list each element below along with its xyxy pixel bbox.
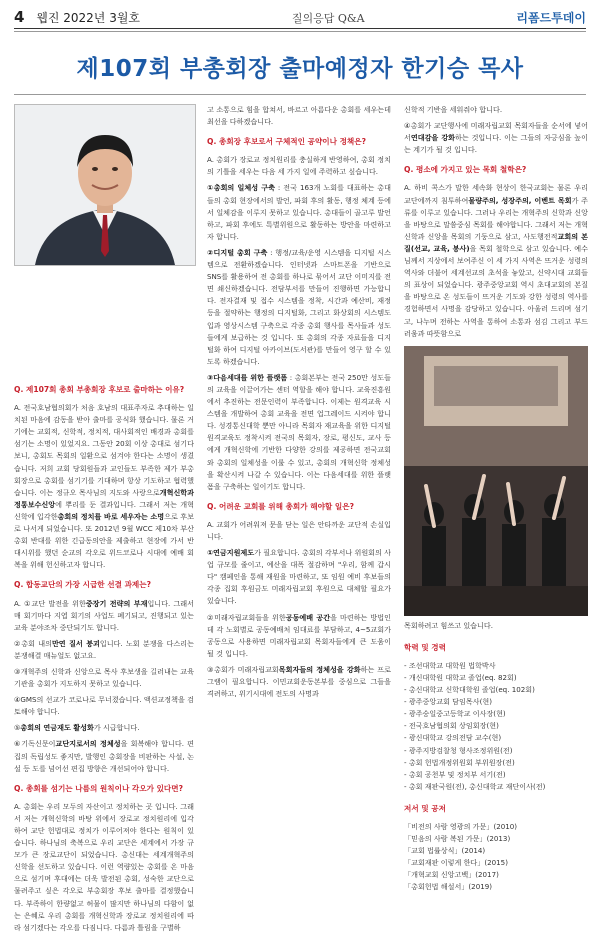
worship-photo	[404, 346, 588, 616]
career-heading: 학력 및 경력	[404, 642, 446, 652]
answer-3: A. 총회는 우리 모두의 자산이고 정치하는 곳 입니다. 그래서 저는 개혁신학의 바탕 위에서 장로교 정치원리에 입각하여 교단 헌법대로 정치가 이루어져야 한다는 원칙이 있습니다. 하나님의 축복으로 우리 교단은 세계에서 가장 규모가 큰 장로교단이 되었습니다. 총신대는 세계개혁주의 신학을 선도하고 있습니다. 이런 역량있는 총회를 온 마음으로 섬기며 후대에는 더욱 발전된 총회, 성숙한 교단으로 물려주고 싶은 각오로 부총회장 후보 출마를 결정했습니다. 부족하이 한량없고 허물이 많지만 하나님의 다함이 없는 은혜로 우리 총회를 개혁신학과 장로교 정치원리에 따라 섬기겠다는 각오를 다짐니다. 다름과 틀림을 구별하	[14, 801, 194, 932]
header-rule-thin	[14, 31, 586, 32]
header-left	[14, 8, 140, 26]
career-item: - 광신대학교 강의전담 교수(현)	[404, 733, 502, 743]
career-item: - 전국호남협의회 상임회장(현)	[404, 721, 499, 731]
answer-2-item-4: ④GMS의 선교가 코로나로 무너졌습니다. 액션교정책을 검토해야 합니다.	[14, 695, 194, 717]
career-item: - 조선대학교 대학원 법학박사	[404, 660, 496, 670]
answer-6: A. 하비 콕스가 말한 세속화 현상이 한국교회는 물론 우리 교단에까지 침투하여물량주의, 성장주의, 이벤트 목회가 주류를 이루고 있습니다. 그러나 우리는 개혁주의 신학과 신앙을 바탕으로 말씀중심 목회를 해야합니다. 그래서 저는 개혁신학과 신앙을 목회의 기둥으로 삼고, 사도행전적교회의 본질(선교, 교육, 봉사)을 목회 철학으로 삼고 있습니다. 예수님께서 지상에서 보여주신 이 세 가지 사역은 뜨거운 성령의 역사와 더불어 세계선교의 초석을 놓았고, 신약시대 교회들의 표상이 되었습니다. 광주중앙교회 역시 초대교회의 본질을 바탕으로 온 성도들이 뜨거운 기도와 강한 성령의 역사를 경험하면서 사명을 감당하고 있습니다. 아울러 드리며 섬기고, 나누며 전하는 사역을 통하여 소통과 섬김 그리고 부드러움과 따뜻함으로	[404, 183, 588, 338]
book-item: 「총회헌법 해설서」(2019)	[404, 882, 492, 892]
books-heading: 저서 및 공저	[404, 803, 446, 813]
question-2: Q. 합동교단의 가장 시급한 선결 과제는?	[14, 580, 151, 590]
books-list	[404, 821, 588, 894]
question-3: Q. 총회를 섬기는 나름의 원칙이나 각오가 있다면?	[14, 783, 183, 793]
answer-1: A. 전국호남협의회가 처음 호남의 대표주자로 추대하는 일치된 마음에 감동을 받아 출마를 공식화 했습니다. 물론 거기에는 교회적, 신학적, 정치적, 대사회적인 배경과 총회를 섬기는 소명이 있었지요. 그동안 20회 이상 총대로 섬기다보니, 총회도 목회의 일환으로 섬겨야 한다는 소명이 생겼습니다. 저희 교회 당회원들과 교인들도 부족한 제가 부총회장으로 총회를 섬기기를 기대하며 항상 기도하고 협력했습니다. 이는 정규오 목사님의 지도와 사랑으로개혁신학과 정통보수신앙에 뿌리를 둔 결과입니다. 그래서 저는 개혁신학에 입각한총회의 정치를 바로 세우자는 소명으로 후보로 나서게 되었습니다. 또 2012년 9월 WCC 제10차 부산총회 반대를 위한 긴급동의안을 제출하고 현장에 가서 반대시위를 했던 순교의 각오로 위드코로나 시대에 예배 회복을 위해 헌신하고자 합니다.	[14, 403, 194, 570]
column-3	[404, 104, 588, 894]
portrait-photo	[14, 104, 196, 266]
support-4: ④총회가 교단행사에 미래자립교회 목회자들을 순서에 넣어서연대감을 강화하는 것입니다. 이는 그들의 자긍심을 높이는 계기가 될 것 입니다.	[404, 121, 588, 155]
answer-2-item-5: ⑤총회의 연금재도 활성화가 시급합니다.	[14, 723, 140, 733]
career-item: - 개신대학원 대학교 졸업(eq. 82회)	[404, 672, 517, 682]
book-item: 「믿음의 사람 복된 가문」(2013)	[404, 834, 511, 844]
page-header	[14, 6, 586, 26]
career-item: - 광주중앙교회 담임목사(현)	[404, 697, 492, 707]
column-1	[14, 104, 194, 938]
answer-3-continued: 고 소통으로 힘을 합쳐서, 바르고 아름다운 총회를 세우는데 최선을 다하겠습니다.	[207, 105, 391, 127]
answer-6-continued: 목회하려고 힘쓰고 있습니다.	[404, 620, 493, 630]
answer-2-item-1: A. ①교단 발전을 위한중장기 전략의 부재입니다. 그래서 매 회기마다 지엽 회기의 사업도 폐기되고, 진행되고 있는 교육 분야조차 중단되기도 합니다.	[14, 598, 195, 632]
book-item: 「교회 법률상식」(2014)	[404, 846, 486, 856]
book-item: 「교회재판 이렇게 한다」(2015)	[404, 858, 508, 868]
answer-2-item-3: ③개혁주의 신학과 신앙으로 목사 후보생을 길러내는 교육기관을 총회가 지도하지 못하고 있습니다.	[14, 666, 194, 689]
career-item: - 총신대학교 신학대학원 졸업(eq. 102회)	[404, 685, 535, 695]
question-1: Q. 제107회 총회 부총회장 후보로 출마하는 이유?	[14, 385, 185, 394]
career-item: - 총회 공천부 및 정치부 서기(전)	[404, 769, 506, 779]
career-item: - 광주지방검찰청 형사조정위원(전)	[404, 745, 513, 755]
answer-5-continued: 신학적 기반을 세워줘야 합니다.	[404, 105, 503, 114]
pledge-3: ③다음세대를 위한 플랫폼 : 총회본부는 전국 250만 성도들의 교육을 이끌어가는 센터 역할을 해야 합니다. 교육진흥원에서 추진하는 전문인력이 부족합니다. 이제는 원격교육 시스템을 개발하여 총회 교육을 전면 업그레이드 시켜야 합니다. 성경통신대학 뿐만 아니라 목회자 재교육을 위한 디지털 원격교육도 정착시켜 전국의 목회자, 장로, 평신도, 교사 등에게 개혁신학에 기반한 다양한 강의를 제공하면 전국교회와 총회의 일체성을 이룰 수 있고, 총회의 개혁신학 정체성을 확산시켜 나갈 수 있습니다. 이는 다음세대를 위한 플랫폼을 구축하는 일이기도 합니다.	[207, 372, 391, 491]
career-item: - 총회 재판국원(전), 총신대학교 재단이사(전)	[404, 781, 546, 791]
answer-4: A. 총회가 장로교 정치원리를 충실하게 반영하여, 총회 정치의 기틀을 세우는 다음 세 가지 일에 주력하고 싶습니다.	[207, 155, 391, 177]
question-6: Q. 평소에 가지고 있는 목회 철학은?	[404, 165, 527, 175]
issue-date: 웹진 2022년 3월호	[36, 11, 141, 25]
answer-5: A. 교회가 어려워져 문을 닫는 일은 안타까운 교단적 손실입니다.	[207, 519, 391, 541]
answer-2-item-2: ②총회 내의만연 질서 붕괴입니다. 노회 분쟁을 다스리는 분쟁해결 매뉴얼도 없고요.	[14, 638, 195, 660]
title-rule	[14, 94, 586, 95]
section-label: 질의응답 Q&A	[291, 12, 365, 25]
support-3: ③총회가 미래자립교회목회자들의 정체성을 강화하는 프로그램이 필요합니다. 이민교회운동본부를 중심으로 그들을 격려하고, 위기시대에 전도의 사명과	[207, 664, 391, 699]
book-item: 「개혁교회 신앙고백」(2017)	[404, 870, 499, 880]
brand-logo: 리폼드투데이	[516, 11, 586, 25]
question-4: Q. 총회장 후보로서 구체적인 공약이나 정책은?	[207, 137, 367, 147]
header-rule	[14, 28, 586, 29]
career-item: - 광주숭일중고등학교 이사장(현)	[404, 709, 506, 719]
career-item: - 총회 헌법개정위원회 부위원장(전)	[404, 757, 515, 767]
page-number: 4	[14, 8, 25, 26]
pledge-1: ①총회의 일체성 구축 : 전국 163개 노회를 대표하는 총대들의 총회 현장에서의 발언, 파회 후의 활동, 행정 체계 등에서 일체감을 이루지 못하고 있습니다. 총대들이 골고루 발언하고, 파회 후에도 특별위원으로 활동하는 방안을 마련하고자 합니다.	[207, 183, 391, 241]
support-1: ①연금지원제도가 필요합니다. 총회의 각부서나 위원회의 사업 규모를 줄이고, 예산을 대폭 절감하며 "우리, 함께 갑시다" 캠페인을 통해 재원을 마련하고, 또 임원 예비 후보들의 각종 집회 후원금도 미래자립교회 후원으로 대체할 필요가 있습니다.	[207, 548, 391, 606]
support-2: ②미래자립교회들을 위한공동예배 공간을 마련하는 방법인데 각 노회별로 공동예배처 임대료를 부담하고, 4~5교회가 공동으로 사용하면 미래자립교회 목회자들에게 큰 도움이 될 것 입니다.	[207, 612, 391, 658]
column-2	[207, 104, 391, 704]
article-title: 제107회 부총회장 출마예정자 한기승 목사	[76, 56, 524, 82]
pledge-2: ②디지털 총회 구축 : 행정/교육/운영 시스템을 디지털 시스템으로 전환하겠습니다. 인터넷과 스마트폰을 기반으로 SNS를 활용하여 전 총회를 하나로 묶어서 교단 이미지를 전면 쇄신하겠습니다. 전담부서를 만들어 진행하면 가능합니다. 전자결재 및 접수 시스템을 정착, 시간과 예산비, 재정 등을 절약하는 행정의 디지털화, 그리고 화상회의 시스템도입과 영상시스템 구축으로 각종 총회 행사를 목사들과 성도들에게 보급하는 것 입니다. 또 총회의 각종 자료들을 디지털화 하여 디지털 아카이브(도서관)를 만들어 영구 할 수 있도록 하겠습니다.	[207, 247, 391, 366]
question-5: Q. 어려운 교회를 위해 총회가 해야할 일은?	[207, 501, 354, 511]
answer-2-item-6: ⑥기독신문이교단지로서의 정체성을 회복해야 합니다. 편집의 독립성도 좋지만, 발행인 총회장을 비판하는 사설, 논설 등 도를 넘어선 편집 방향은 개선되어야 합니다.	[14, 739, 194, 773]
book-item: 「비전의 사람 영광의 가문」(2010)	[404, 822, 518, 831]
career-list	[404, 660, 588, 793]
